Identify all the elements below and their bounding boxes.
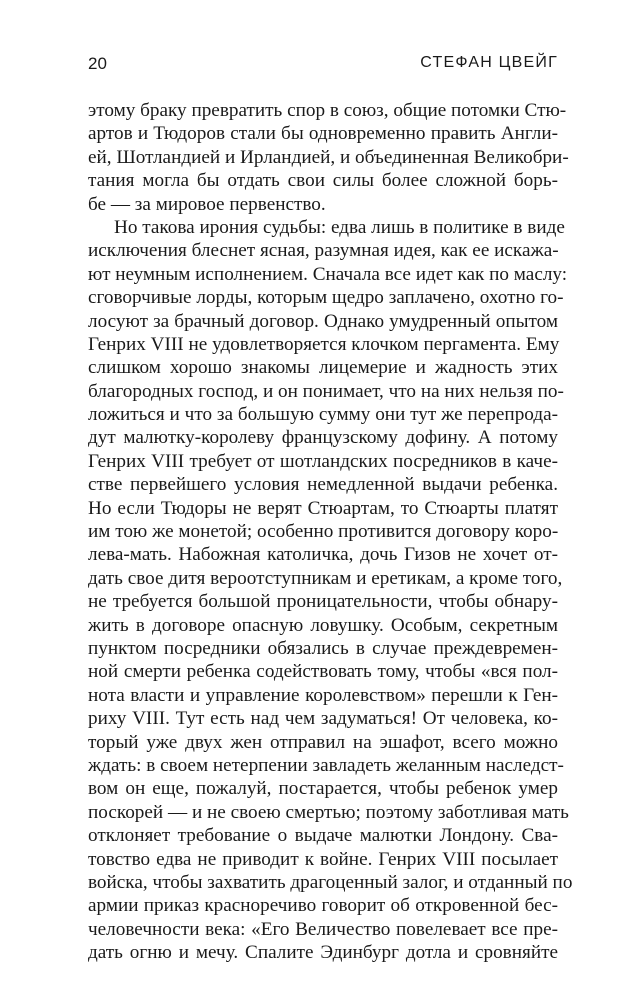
text-line: благородных господ, и он понимает, что на них нельзя по- (88, 380, 564, 402)
text-line: товство едва не приводит к войне. Генрих VIII посылает (88, 848, 558, 870)
text-line: этому браку превратить спор в союз, общие потомки Стю- (88, 100, 567, 121)
text-line: жить в договоре опасную ловушку. Особым, секретным (88, 614, 558, 636)
text-line: ют неумным исполнением. Сначала все идет как по маслу: (88, 263, 568, 285)
text-line: ложиться и что за большую сумму они тут же перепрода- (88, 404, 558, 426)
text-line: Генрих VIII не удовлетворяется клочком пергамента. Ему (88, 333, 560, 355)
page-header (88, 54, 558, 78)
text-line: лева-мать. Набожная католичка, дочь Гизов не хочет от- (88, 544, 558, 566)
body-text (88, 99, 573, 964)
text-line: им тою же монетой; особенно противится договору коро- (88, 521, 559, 543)
text-line: тания могла бы отдать свои силы более сложной борь- (88, 170, 558, 192)
text-line: ждать: в своем нетерпении завладеть желанным наследст- (88, 754, 564, 776)
text-line: ей, Шотландией и Ирландией, и объединенная Великобри- (88, 146, 569, 168)
text-line: торый уже двух жен отправил на эшафот, всего можно (88, 731, 558, 753)
text-line: артов и Тюдоров стали бы одновременно править Англи- (88, 123, 558, 145)
text-line: отклоняет требование о выдаче малютки Лондону. Сва- (88, 825, 558, 847)
text-line: бе — за мировое первенство. (88, 193, 326, 215)
text-line: исключения блеснет ясная, разумная идея, как ее искажа- (88, 240, 559, 262)
running-head-author: СТЕФАН ЦВЕЙГ (420, 54, 558, 71)
text-line: поскорей — и не своею смертью; поэтому заботливая мать (88, 801, 569, 823)
text-line: вом он еще, пожалуй, постарается, чтобы ребенок умер (88, 778, 558, 800)
page-number: 20 (88, 54, 107, 73)
text-line: сговорчивые лорды, которым щедро заплачено, охотно го- (88, 287, 564, 309)
text-line: Генрих VIII требует от шотландских посредников в каче- (88, 450, 558, 472)
text-line: ной смерти ребенка содействовать тому, чтобы «вся пол- (88, 661, 558, 683)
text-line: Но такова ирония судьбы: едва лишь в политике в виде (114, 216, 565, 238)
text-line: дать свое дитя вероотступникам и еретикам, а кроме того, (88, 567, 563, 589)
text-line: не требуется большой проницательности, чтобы обнару- (88, 591, 558, 613)
text-line: слишком хорошо знакомы лицемерие и жадность этих (88, 357, 558, 379)
text-line: риху VIII. Тут есть над чем задуматься! От человека, ко- (88, 708, 558, 730)
text-line: пунктом посредники обязались в случае преждевремен- (88, 637, 558, 659)
text-line: человечности века: «Его Величество повелевает все пре- (88, 918, 558, 940)
text-line: войска, чтобы захватить драгоценный залог, и отданный по (88, 871, 573, 893)
text-line: нота власти и управление королевством» перешли к Ген- (88, 684, 558, 706)
text-line: Но если Тюдоры не верят Стюартам, то Стюарты платят (88, 497, 558, 519)
text-line: стве первейшего условия немедленной выдачи ребенка. (88, 474, 558, 496)
text-line: дут малютку-королеву французскому дофину. А потому (88, 427, 558, 449)
text-line: дать огню и мечу. Спалите Эдинбург дотла и сровняйте (88, 942, 558, 964)
text-line: лосуют за брачный договор. Однако умудренный опытом (88, 310, 558, 332)
text-line: армии приказ красноречиво говорит об откровенной бес- (88, 895, 558, 917)
